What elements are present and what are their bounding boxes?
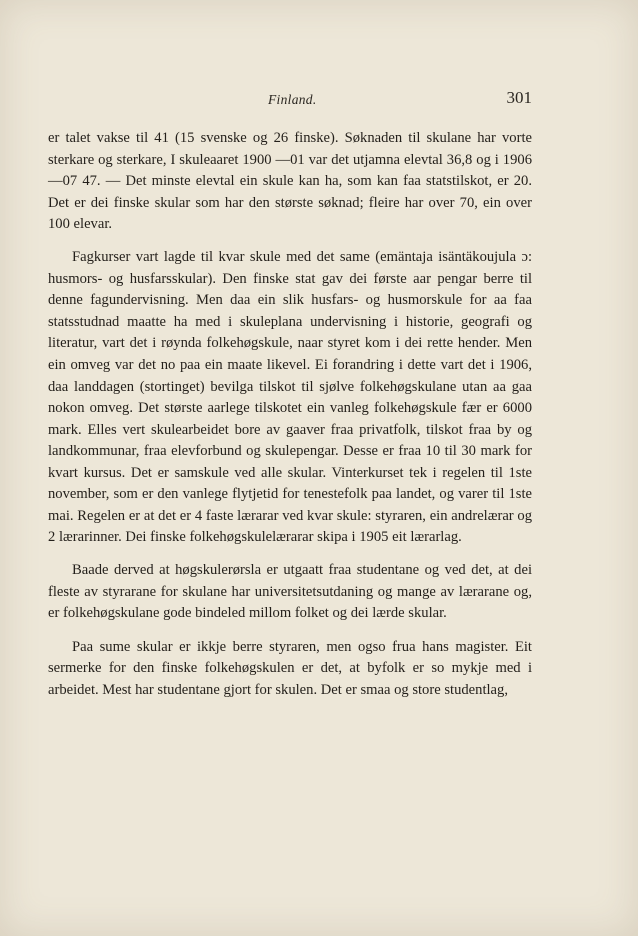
running-title: Finland.: [268, 92, 317, 107]
paragraph-1: er talet vakse til 41 (15 svenske og 26 finske). Søknaden til skulane har vorte sterkare og sterkare, I skuleaaret 1900 —01 var det utjamna elevtal 36,8 og i 1906—07 47. — Det minste elevtal ein skule kan ha, som kan faa statstilskot, er 20. Det er dei finske skular som har den største søknad; fleire har over 70, ein over 100 elevar.: [48, 130, 532, 233]
page-number: 301: [506, 88, 532, 107]
paragraph-2: Fagkurser vart lagde til kvar skule med det same (emäntaja isäntäkoujula ɔ: husmors- og husfarsskular). Den finske stat gav dei første aar pengar berre til denne fagundervisning. Men daa ein slik husfars- og husmorskule for aa faa statsstudnad maatte ha med i skuleplana undervisning i historie, geografi og literatur, vart det i røynda folkehøgskule, naar styret kom i dei rette hender. Men ein omveg var det no paa ein maate likevel. Ei forandring i dette vart det i 1906, daa landdagen (stortinget) bevilga tilskot til sjølve folkehøgskulane utan aa gaa nokon omveg. Det største aarlege tilskotet ein vanleg folkehøgskule fær er 6000 mark. Elles vert skulearbeidet bore av gaaver fraa privatfolk, tilskot fraa by og landkommunar, fraa elevforbund og skulepengar. Desse er fraa 10 til 30 mark for kvart kursus. Det er samskule ved alle skular. Vinterkurset tek i regelen til 1ste november, som er den vanlege flytjetid for tenestefolk paa landet, og varer til 1ste mai. Regelen er at det er 4 faste lærarar ved kvar skule: styraren, ein andrelærar og 2 lærarinner. Dei finske folkehøgskulelærarar skipa i 1905 eit lærarlag.: [48, 249, 532, 546]
paragraph-4: Paa sume skular er ikkje berre styraren, men ogso frua hans magister. Eit sermerke for den finske folkehøgskulen er det, at byfolk er so mykje med i arbeidet. Mest har studentane gjort for skulen. Det er smaa og store studentlag,: [48, 638, 532, 698]
paragraph-3: Baade derved at høgskulerørsla er utgaatt fraa studentane og ved det, at dei fleste av styrarane for skulane har universitetsutdaning og mange av lærarane og, er folkehøgskulane gode bindeled millom folket og dei lærde skular.: [48, 562, 532, 622]
body-text: [48, 128, 532, 701]
page-header: [88, 88, 532, 110]
